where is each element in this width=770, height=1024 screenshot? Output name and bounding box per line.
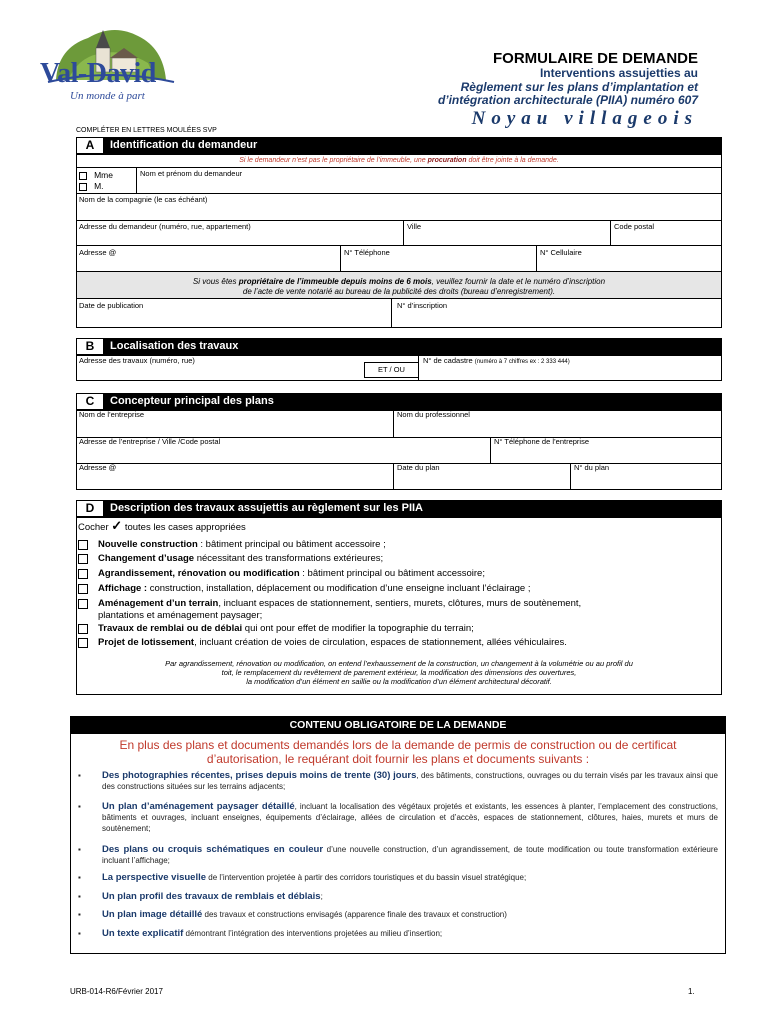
section-b-title: Localisation des travaux [110, 340, 239, 352]
checkbox[interactable] [78, 584, 88, 594]
section-c-letter: C [76, 393, 104, 410]
definition-note-3: la modification d’un élément en saillie ou la modification d’un élément architectural décoratif. [246, 677, 552, 686]
section-a-header [76, 137, 722, 154]
section-a-letter: A [76, 137, 104, 154]
form-code: URB-014-R6/Février 2017 [70, 987, 163, 996]
m-label: M. [94, 181, 104, 191]
works-address-field[interactable]: Adresse des travaux (numéro, rue) [79, 356, 195, 365]
publication-date-field[interactable]: Date de publication [79, 301, 144, 310]
logo-tagline: Un monde à part [70, 90, 145, 102]
definition-note-2: toit, le remplacement du revêtement de parement extérieur, la modification des dimensions des ouvertures, [221, 668, 577, 677]
definition-note-1: Par agrandissement, rénovation ou modification, on entend l’exhaussement de la construction, un changement à la volumétrie ou au profil du [165, 659, 633, 668]
content-intro: En plus des plans et documents demandés lors de la demande de permis de construction ou de certificat d’autorisation, le requérant doit fournir les plans et documents suivants : [119, 738, 677, 766]
section-c-header [76, 393, 722, 410]
section-d-letter: D [76, 500, 104, 517]
doc-item: ▪ Des plans ou croquis schématiques en couleur d’une nouvelle construction, d’un agrandissement, de toute modification ou toute transformation extérieure incluant l’affichage; [78, 844, 718, 865]
section-b-header [76, 338, 722, 355]
doc-item: ▪ Un plan d’aménagement paysager détaillé, incluant la localisation des végétaux projetés et existants, les essences à planter, l’emplacement des constructions, bâtiments et ouvrages, incluant enseignes, équipements d’éclairage, allées de circulation et d’accès, espaces de stationnement, clôtures, haies, murets et murs de soutènement; [78, 801, 718, 833]
city-field[interactable]: Ville [407, 222, 422, 231]
checkbox[interactable] [78, 638, 88, 648]
m-checkbox[interactable] [79, 183, 87, 191]
section-c-box [76, 410, 722, 490]
cadastre-field[interactable]: N° de cadastre (numéro à 7 chiffres ex : 2 333 444) [423, 356, 570, 365]
checkmark-icon: ✓ [111, 518, 123, 533]
owner-note: Si vous êtes propriétaire de l’immeuble depuis moins de 6 mois, veuillez fournir la date et le numéro d’inscription de l’acte de vente notarié au bureau de la publicité des droits (bureau d’enregistrement). [77, 272, 721, 298]
section-d-title: Description des travaux assujettis au règlement sur les PIIA [110, 502, 424, 514]
doc-item: ▪ Des photographies récentes, prises depuis moins de trente (30) jours, des bâtiments, constructions, ouvrages ou du terrain visés par les travaux ainsi que des constructions situées sur les terrains adjacents; [78, 770, 718, 791]
checkbox[interactable] [78, 599, 88, 609]
checkbox[interactable] [78, 624, 88, 634]
content-title: CONTENU OBLIGATOIRE DE LA DEMANDE [70, 716, 726, 734]
firm-address-field[interactable]: Adresse de l’entreprise / Ville /Code postal [79, 437, 221, 446]
professional-name-field[interactable]: Nom du professionnel [397, 410, 470, 419]
checkbox[interactable] [78, 554, 88, 564]
firm-phone-field[interactable]: N° Téléphone de l’entreprise [494, 437, 590, 446]
plan-date-field[interactable]: Date du plan [397, 463, 440, 472]
check-instruction: Cocher ✓ toutes les cases appropriées [78, 518, 246, 533]
cell-field[interactable]: N° Cellulaire [540, 248, 582, 257]
firm-name-field[interactable]: Nom de l’entreprise [79, 410, 145, 419]
checkbox[interactable] [78, 540, 88, 550]
form-title: FORMULAIRE DE DEMANDE [493, 50, 698, 67]
checkbox[interactable] [78, 569, 88, 579]
firm-email-field[interactable]: Adresse @ [79, 463, 117, 472]
company-name-field[interactable]: Nom de la compagnie (le cas échéant) [79, 195, 208, 204]
subtitle-line-3: d’intégration architecturale (PIIA) numéro 607 [437, 93, 698, 107]
phone-field[interactable]: N° Téléphone [344, 248, 390, 257]
section-a-title: Identification du demandeur [110, 139, 258, 151]
applicant-name-field[interactable]: Nom et prénom du demandeur [140, 169, 243, 178]
postal-code-field[interactable]: Code postal [614, 222, 655, 231]
logo-town-name: Val-David [40, 58, 156, 89]
inscription-number-field[interactable]: N° d’inscription [397, 301, 448, 310]
subtitle-line-1: Interventions assujetties au [539, 66, 698, 80]
section-c-title: Concepteur principal des plans [110, 395, 274, 407]
applicant-address-field[interactable]: Adresse du demandeur (numéro, rue, appartement) [79, 222, 251, 231]
plan-number-field[interactable]: N° du plan [574, 463, 610, 472]
title-checkboxes [79, 170, 113, 192]
mme-label: Mme [94, 170, 113, 180]
page-number: 1. [688, 987, 695, 996]
section-b-letter: B [76, 338, 104, 355]
subtitle-line-2: Règlement sur les plans d’implantation et [460, 80, 698, 94]
et-ou-label: ET / OU [364, 362, 418, 378]
email-field[interactable]: Adresse @ [79, 248, 117, 257]
fill-instruction: COMPLÉTER EN LETTRES MOULÉES SVP [76, 127, 217, 134]
section-d-header [76, 500, 722, 517]
procuration-note: Si le demandeur n’est pas le propriétaire de l’immeuble, une procuration doit être jointe à la demande. [76, 154, 722, 167]
mme-checkbox[interactable] [79, 172, 87, 180]
noyau-villageois-heading: Noyau villageois [471, 108, 698, 129]
